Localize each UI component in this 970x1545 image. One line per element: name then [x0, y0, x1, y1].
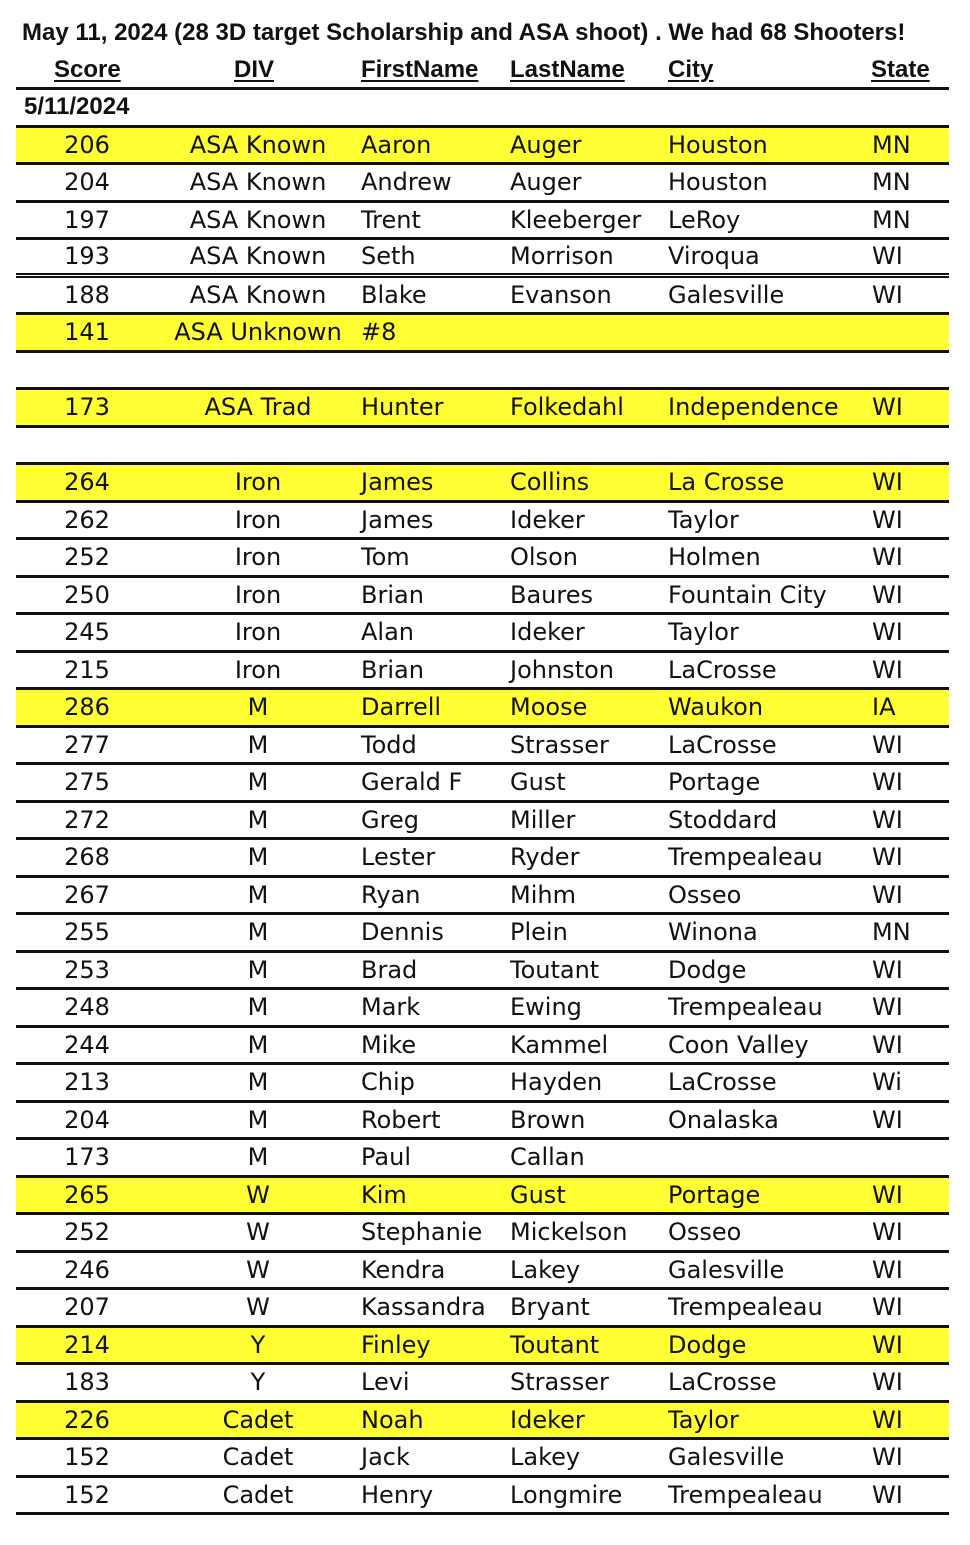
score-cell: 255: [64, 918, 110, 947]
state-cell: WI: [872, 805, 903, 834]
division-cell: M: [247, 1105, 269, 1134]
state-cell: WI: [872, 1443, 903, 1472]
last-name-cell: Strasser: [510, 730, 609, 759]
last-name-cell: Auger: [510, 168, 582, 197]
first-name-cell: Jack: [361, 1443, 410, 1472]
city-cell: Taylor: [668, 618, 739, 647]
division-cell: W: [246, 1293, 270, 1322]
state-cell: IA: [872, 693, 896, 722]
first-name-cell: Greg: [361, 805, 419, 834]
division-cell: M: [247, 1143, 269, 1172]
last-name-cell: Gust: [510, 768, 566, 797]
table-row: [16, 1290, 949, 1328]
first-name-cell: Alan: [361, 618, 415, 647]
header-div: DIV: [234, 56, 275, 83]
score-cell: 193: [64, 242, 110, 271]
last-name-cell: Strasser: [510, 1368, 609, 1397]
first-name-cell: Kassandra: [361, 1293, 486, 1322]
city-cell: LaCrosse: [668, 1368, 777, 1397]
division-cell: Cadet: [222, 1443, 294, 1472]
division-cell: M: [247, 805, 269, 834]
division-cell: Iron: [234, 505, 282, 534]
city-cell: Viroqua: [668, 242, 760, 271]
division-cell: Cadet: [222, 1405, 294, 1434]
division-cell: M: [247, 693, 269, 722]
division-cell: ASA Known: [189, 168, 327, 197]
table-row: [16, 465, 949, 503]
last-name-cell: Collins: [510, 468, 590, 497]
division-cell: M: [247, 1068, 269, 1097]
state-cell: WI: [872, 768, 903, 797]
first-name-cell: Finley: [361, 1330, 431, 1359]
score-cell: 275: [64, 768, 110, 797]
first-name-cell: Andrew: [361, 168, 452, 197]
score-cell: 286: [64, 693, 110, 722]
first-name-cell: Todd: [361, 730, 417, 759]
table-row: [16, 953, 949, 991]
table-row: [16, 240, 949, 278]
last-name-cell: Baures: [510, 580, 593, 609]
score-cell: 204: [64, 168, 110, 197]
score-cell: 244: [64, 1030, 110, 1059]
last-name-cell: Brown: [510, 1105, 586, 1134]
state-cell: WI: [872, 1480, 903, 1509]
division-cell: M: [247, 955, 269, 984]
score-cell: 141: [64, 318, 110, 347]
last-name-cell: Ryder: [510, 843, 580, 872]
last-name-cell: Folkedahl: [510, 393, 624, 422]
city-cell: Portage: [668, 1180, 761, 1209]
first-name-cell: Stephanie: [361, 1218, 483, 1247]
table-row: [16, 1478, 949, 1516]
state-cell: MN: [872, 205, 911, 234]
state-cell: WI: [872, 730, 903, 759]
blank-row: [16, 428, 949, 466]
city-cell: Independence: [668, 393, 839, 422]
city-cell: Dodge: [668, 1330, 747, 1359]
score-cell: 197: [64, 205, 110, 234]
table-row: [16, 315, 949, 353]
state-cell: WI: [872, 1105, 903, 1134]
last-name-cell: Lakey: [510, 1255, 581, 1284]
state-cell: WI: [872, 280, 903, 309]
first-name-cell: Paul: [361, 1143, 411, 1172]
document-title: May 11, 2024 (28 3D target Scholarship and ASA shoot) . We had 68 Shooters!: [22, 19, 906, 46]
city-cell: Portage: [668, 768, 761, 797]
last-name-cell: Bryant: [510, 1293, 590, 1322]
table-row: [16, 915, 949, 953]
state-cell: MN: [872, 918, 911, 947]
table-row: [16, 653, 949, 691]
header-last-name: LastName: [510, 56, 625, 83]
score-cell: 207: [64, 1293, 110, 1322]
state-cell: [872, 315, 942, 350]
date-row: [16, 90, 949, 128]
last-name-cell: Auger: [510, 130, 582, 159]
city-cell: Houston: [668, 130, 768, 159]
table-row: [16, 1403, 949, 1441]
division-cell: W: [246, 1218, 270, 1247]
first-name-cell: Dennis: [361, 918, 444, 947]
first-name-cell: James: [361, 505, 434, 534]
state-cell: WI: [872, 1368, 903, 1397]
score-cell: 188: [64, 280, 110, 309]
state-cell: WI: [872, 543, 903, 572]
division-cell: ASA Known: [189, 130, 327, 159]
first-name-cell: Brian: [361, 580, 424, 609]
division-cell: M: [247, 730, 269, 759]
score-cell: 252: [64, 1218, 110, 1247]
table-row: [16, 165, 949, 203]
table-row: [16, 1103, 949, 1141]
city-cell: Trempealeau: [668, 993, 823, 1022]
division-cell: M: [247, 768, 269, 797]
last-name-cell: Hayden: [510, 1068, 603, 1097]
state-cell: WI: [872, 1180, 903, 1209]
table-row: [16, 128, 949, 166]
division-cell: Iron: [234, 655, 282, 684]
table-row: [16, 540, 949, 578]
last-name-cell: Miller: [510, 805, 576, 834]
table-row: [16, 1140, 949, 1178]
table-row: [16, 1253, 949, 1291]
city-cell: LeRoy: [668, 205, 741, 234]
state-cell: WI: [872, 1218, 903, 1247]
last-name-cell: Mihm: [510, 880, 576, 909]
table-row: [16, 1065, 949, 1103]
last-name-cell: Johnston: [510, 655, 614, 684]
last-name-cell: [510, 315, 665, 350]
table-row: [16, 840, 949, 878]
table-row: [16, 1215, 949, 1253]
score-cell: 183: [64, 1368, 110, 1397]
score-cell: 152: [64, 1443, 110, 1472]
city-cell: Onalaska: [668, 1105, 779, 1134]
last-name-cell: Ideker: [510, 505, 585, 534]
first-name-cell: Aaron: [361, 130, 432, 159]
last-name-cell: Callan: [510, 1143, 585, 1172]
city-cell: Trempealeau: [668, 1480, 823, 1509]
last-name-cell: Evanson: [510, 280, 612, 309]
city-cell: Taylor: [668, 1405, 739, 1434]
city-cell: Taylor: [668, 505, 739, 534]
city-cell: Winona: [668, 918, 758, 947]
last-name-cell: Ewing: [510, 993, 582, 1022]
state-cell: WI: [872, 618, 903, 647]
state-cell: WI: [872, 242, 903, 271]
division-cell: ASA Unknown: [174, 318, 342, 347]
table-row: [16, 278, 949, 316]
first-name-cell: Kim: [361, 1180, 407, 1209]
table-row: [16, 1178, 949, 1216]
header-state: State: [871, 56, 930, 83]
city-cell: Osseo: [668, 880, 742, 909]
last-name-cell: Toutant: [510, 955, 600, 984]
division-cell: Iron: [234, 543, 282, 572]
city-cell: LaCrosse: [668, 730, 777, 759]
first-name-cell: Brian: [361, 655, 424, 684]
division-cell: Cadet: [222, 1480, 294, 1509]
score-cell: 264: [64, 468, 110, 497]
last-name-cell: Lakey: [510, 1443, 581, 1472]
last-name-cell: Gust: [510, 1180, 566, 1209]
first-name-cell: Hunter: [361, 393, 444, 422]
city-cell: [668, 1140, 868, 1175]
division-cell: ASA Trad: [204, 393, 312, 422]
header-score: Score: [54, 56, 121, 83]
score-cell: 252: [64, 543, 110, 572]
first-name-cell: #8: [361, 318, 397, 347]
score-cell: 215: [64, 655, 110, 684]
table-row: [16, 878, 949, 916]
first-name-cell: Blake: [361, 280, 427, 309]
score-cell: 246: [64, 1255, 110, 1284]
division-cell: M: [247, 1030, 269, 1059]
state-cell: WI: [872, 505, 903, 534]
first-name-cell: Gerald F: [361, 768, 463, 797]
city-cell: Trempealeau: [668, 843, 823, 872]
score-cell: 226: [64, 1405, 110, 1434]
division-cell: Iron: [234, 580, 282, 609]
first-name-cell: Kendra: [361, 1255, 446, 1284]
score-cell: 213: [64, 1068, 110, 1097]
first-name-cell: Noah: [361, 1405, 424, 1434]
last-name-cell: Morrison: [510, 242, 614, 271]
last-name-cell: Plein: [510, 918, 568, 947]
first-name-cell: Darrell: [361, 693, 442, 722]
first-name-cell: Ryan: [361, 880, 421, 909]
city-cell: Dodge: [668, 955, 747, 984]
state-cell: WI: [872, 1405, 903, 1434]
table-row: [16, 390, 949, 428]
division-cell: W: [246, 1180, 270, 1209]
state-cell: WI: [872, 880, 903, 909]
table-row: [16, 728, 949, 766]
first-name-cell: Levi: [361, 1368, 410, 1397]
score-cell: 265: [64, 1180, 110, 1209]
last-name-cell: Longmire: [510, 1480, 623, 1509]
division-cell: ASA Known: [189, 280, 327, 309]
last-name-cell: Kleeberger: [510, 205, 642, 234]
state-cell: Wi: [872, 1068, 902, 1097]
state-cell: [872, 1140, 942, 1175]
city-cell: La Crosse: [668, 468, 785, 497]
last-name-cell: Ideker: [510, 618, 585, 647]
state-cell: WI: [872, 393, 903, 422]
last-name-cell: Mickelson: [510, 1218, 628, 1247]
score-cell: 152: [64, 1480, 110, 1509]
state-cell: WI: [872, 468, 903, 497]
division-cell: M: [247, 880, 269, 909]
first-name-cell: Lester: [361, 843, 436, 872]
first-name-cell: Seth: [361, 242, 416, 271]
score-cell: 173: [64, 1143, 110, 1172]
state-cell: MN: [872, 168, 911, 197]
last-name-cell: Moose: [510, 693, 588, 722]
header-first-name: FirstName: [361, 56, 479, 83]
score-cell: 267: [64, 880, 110, 909]
city-cell: [668, 315, 868, 350]
first-name-cell: Mike: [361, 1030, 417, 1059]
score-cell: 204: [64, 1105, 110, 1134]
division-cell: ASA Known: [189, 242, 327, 271]
last-name-cell: Olson: [510, 543, 578, 572]
city-cell: Houston: [668, 168, 768, 197]
state-cell: WI: [872, 993, 903, 1022]
division-cell: M: [247, 993, 269, 1022]
score-cell: 262: [64, 505, 110, 534]
table-row: [16, 503, 949, 541]
city-cell: Galesville: [668, 280, 785, 309]
score-cell: 277: [64, 730, 110, 759]
city-cell: Osseo: [668, 1218, 742, 1247]
last-name-cell: Ideker: [510, 1405, 585, 1434]
city-cell: Galesville: [668, 1255, 785, 1284]
last-name-cell: Toutant: [510, 1330, 600, 1359]
first-name-cell: Chip: [361, 1068, 415, 1097]
division-cell: Y: [250, 1330, 266, 1359]
state-cell: WI: [872, 1330, 903, 1359]
score-cell: 173: [64, 393, 110, 422]
table-row: [16, 1028, 949, 1066]
first-name-cell: Trent: [361, 205, 421, 234]
score-cell: 248: [64, 993, 110, 1022]
state-cell: WI: [872, 955, 903, 984]
first-name-cell: Robert: [361, 1105, 441, 1134]
score-cell: 250: [64, 580, 110, 609]
table-row: [16, 803, 949, 841]
first-name-cell: James: [361, 468, 434, 497]
first-name-cell: Brad: [361, 955, 418, 984]
city-cell: Galesville: [668, 1443, 785, 1472]
division-cell: Y: [250, 1368, 266, 1397]
score-cell: 253: [64, 955, 110, 984]
last-name-cell: Kammel: [510, 1030, 609, 1059]
state-cell: MN: [872, 130, 911, 159]
score-cell: 214: [64, 1330, 110, 1359]
city-cell: Coon Valley: [668, 1030, 809, 1059]
division-cell: M: [247, 918, 269, 947]
table-row: [16, 765, 949, 803]
state-cell: WI: [872, 1030, 903, 1059]
state-cell: WI: [872, 1293, 903, 1322]
table-row: [16, 578, 949, 616]
city-cell: Waukon: [668, 693, 764, 722]
results-table: [16, 53, 949, 1515]
city-cell: LaCrosse: [668, 1068, 777, 1097]
division-cell: ASA Known: [189, 205, 327, 234]
city-cell: Holmen: [668, 543, 761, 572]
table-body: [16, 128, 949, 1516]
division-cell: Iron: [234, 618, 282, 647]
city-cell: Stoddard: [668, 805, 778, 834]
state-cell: WI: [872, 655, 903, 684]
table-row: [16, 615, 949, 653]
table-row: [16, 1365, 949, 1403]
state-cell: WI: [872, 1255, 903, 1284]
header-city: City: [668, 56, 714, 83]
first-name-cell: Tom: [361, 543, 410, 572]
blank-row: [16, 353, 949, 391]
city-cell: Fountain City: [668, 580, 827, 609]
table-header-row: [16, 53, 949, 90]
table-row: [16, 990, 949, 1028]
first-name-cell: Mark: [361, 993, 421, 1022]
event-date: 5/11/2024: [24, 93, 130, 121]
state-cell: WI: [872, 843, 903, 872]
table-row: [16, 690, 949, 728]
score-cell: 245: [64, 618, 110, 647]
table-row: [16, 203, 949, 241]
table-row: [16, 1328, 949, 1366]
score-cell: 268: [64, 843, 110, 872]
score-cell: 272: [64, 805, 110, 834]
state-cell: WI: [872, 580, 903, 609]
city-cell: LaCrosse: [668, 655, 777, 684]
division-cell: M: [247, 843, 269, 872]
table-row: [16, 1440, 949, 1478]
score-cell: 206: [64, 130, 110, 159]
first-name-cell: Henry: [361, 1480, 434, 1509]
city-cell: Trempealeau: [668, 1293, 823, 1322]
division-cell: W: [246, 1255, 270, 1284]
division-cell: Iron: [234, 468, 282, 497]
